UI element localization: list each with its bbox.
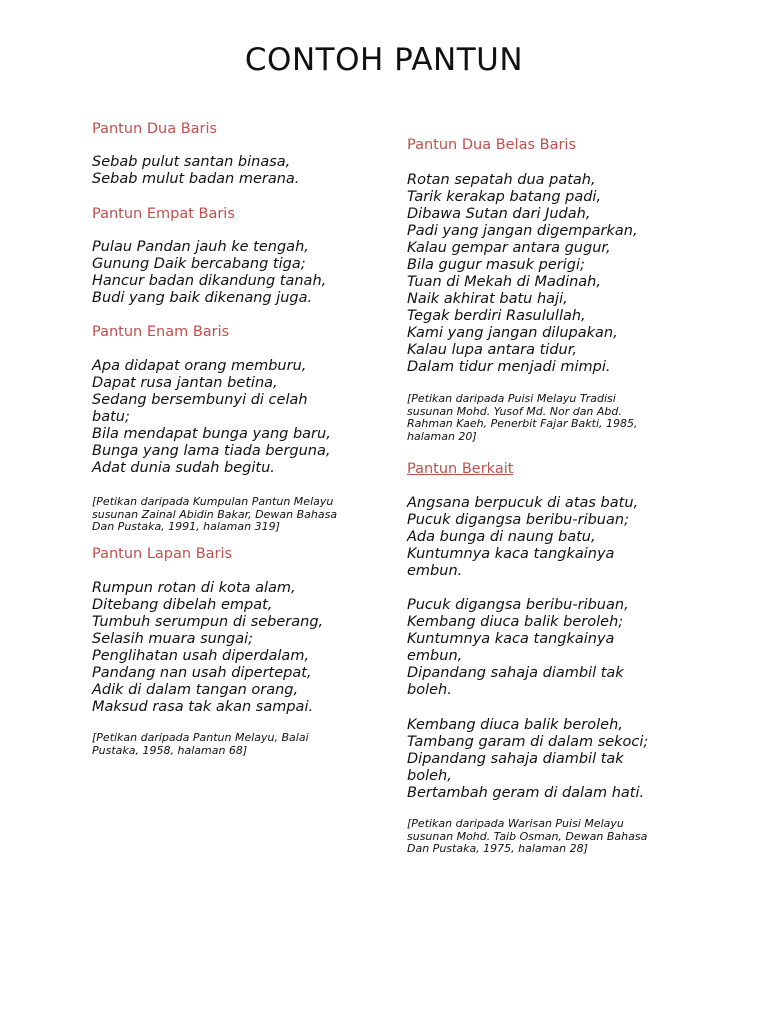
citation-pantun-dua-belas-baris [407, 393, 637, 443]
verse-line: Tambang garam di dalam sekoci; [407, 734, 649, 750]
verse-line: Adat dunia sudah begitu. [92, 460, 275, 476]
verse-pantun-berkait-stanza-2 [407, 597, 629, 699]
citation-pantun-berkait [407, 818, 647, 856]
verse-line: Tuan di Mekah di Madinah, [407, 274, 601, 290]
verse-line: Pucuk digangsa beribu-ribuan; [407, 512, 629, 528]
verse-pantun-dua-belas-baris [407, 172, 638, 376]
verse-line: Apa didapat orang memburu, [92, 358, 307, 374]
citation-line: susunan Zainal Abidin Bakar, Dewan Bahasa [92, 507, 338, 521]
verse-pantun-berkait-stanza-3 [407, 717, 648, 802]
heading-pantun-berkait: Pantun Berkait [407, 461, 514, 477]
citation-line: halaman 20] [407, 429, 477, 443]
verse-line: Bertambah geram di dalam hati. [407, 785, 645, 801]
verse-line: Dibawa Sutan dari Judah, [407, 206, 591, 222]
verse-line: Sebab pulut santan binasa, [92, 154, 291, 170]
citation-line: susunan Mohd. Yusof Md. Nor dan Abd. [407, 404, 622, 418]
verse-line: Pulau Pandan jauh ke tengah, [92, 239, 309, 255]
verse-line: Bunga yang lama tiada berguna, [92, 443, 331, 459]
heading-pantun-dua-belas-baris: Pantun Dua Belas Baris [407, 137, 577, 153]
verse-line: Dapat rusa jantan betina, [92, 375, 278, 391]
page-title: CONTOH PANTUN [244, 42, 524, 78]
citation-line: [Petikan daripada Pantun Melayu, Balai [92, 731, 309, 744]
verse-line: Padi yang jangan digemparkan, [407, 223, 638, 239]
verse-line: Sebab mulut badan merana. [92, 171, 300, 187]
verse-line: Kalau lupa antara tidur, [407, 342, 577, 358]
verse-pantun-lapan-baris [92, 580, 323, 716]
verse-pantun-berkait-stanza-1 [407, 495, 638, 580]
citation-pantun-enam-baris [92, 496, 337, 534]
verse-pantun-enam-baris [92, 358, 331, 477]
citation-line: [Petikan daripada Puisi Melayu Tradisi [407, 392, 616, 405]
citation-line: [Petikan daripada Kumpulan Pantun Melayu [92, 495, 334, 508]
verse-line: Bila mendapat bunga yang baru, [92, 426, 331, 442]
citation-line: Pustaka, 1958, halaman 68] [92, 743, 248, 757]
verse-line: Penglihatan usah diperdalam, [92, 648, 310, 664]
verse-line: Kuntumnya kaca tangkainya [407, 546, 615, 562]
verse-pantun-dua-baris [92, 154, 299, 188]
verse-line: Kami yang jangan dilupakan, [407, 325, 618, 341]
verse-line: Angsana berpucuk di atas batu, [407, 495, 639, 511]
verse-line: Rumpun rotan di kota alam, [92, 580, 296, 596]
verse-line: Kuntumnya kaca tangkainya [407, 631, 615, 647]
verse-line: Selasih muara sungai; [92, 631, 254, 647]
verse-line: Tumbuh serumpun di seberang, [92, 614, 324, 630]
citation-line: susunan Mohd. Taib Osman, Dewan Bahasa [407, 829, 648, 843]
verse-line: Ada bunga di naung batu, [407, 529, 596, 545]
verse-line: Naik akhirat batu haji, [407, 291, 568, 307]
verse-line: Kembang diuca balik beroleh; [407, 614, 624, 630]
heading-pantun-dua-baris: Pantun Dua Baris [92, 121, 218, 137]
verse-line: Dipandang sahaja diambil tak [407, 665, 624, 681]
citation-line: Rahman Kaeh, Penerbit Fajar Bakti, 1985, [407, 417, 638, 430]
verse-line: Ditebang dibelah empat, [92, 597, 273, 613]
verse-line: boleh. [407, 682, 452, 698]
heading-pantun-empat-baris: Pantun Empat Baris [92, 206, 235, 222]
verse-line: Pandang nan usah dipertepat, [92, 665, 312, 681]
verse-line: Dalam tidur menjadi mimpi. [407, 359, 611, 375]
verse-line: Sedang bersembunyi di celah [92, 392, 308, 408]
verse-line: Gunung Daik bercabang tiga; [92, 256, 306, 272]
verse-line: Kalau gempar antara gugur, [407, 240, 611, 256]
verse-line: boleh, [407, 768, 452, 784]
verse-line: Tarik kerakap batang padi, [407, 189, 602, 205]
verse-line: Maksud rasa tak akan sampai. [92, 699, 314, 715]
verse-line: batu; [92, 409, 130, 425]
verse-line: Budi yang baik dikenang juga. [92, 290, 313, 306]
verse-line: Kembang diuca balik beroleh, [407, 717, 623, 733]
verse-line: Rotan sepatah dua patah, [407, 172, 596, 188]
verse-line: Adik di dalam tangan orang, [92, 682, 299, 698]
citation-line: Dan Pustaka, 1991, halaman 319] [92, 520, 280, 533]
citation-line: Dan Pustaka, 1975, halaman 28] [407, 842, 588, 855]
verse-line: Hancur badan dikandung tanah, [92, 273, 327, 289]
verse-line: embun, [407, 648, 463, 664]
heading-pantun-enam-baris: Pantun Enam Baris [92, 324, 230, 340]
citation-line: [Petikan daripada Warisan Puisi Melayu [407, 817, 624, 830]
verse-line: Pucuk digangsa beribu-ribuan, [407, 597, 629, 613]
verse-line: Dipandang sahaja diambil tak [407, 751, 624, 767]
citation-pantun-lapan-baris [92, 732, 309, 757]
verse-line: Bila gugur masuk perigi; [407, 257, 585, 273]
verse-line: embun. [407, 563, 463, 579]
heading-pantun-lapan-baris: Pantun Lapan Baris [92, 546, 233, 562]
verse-line: Tegak berdiri Rasulullah, [407, 308, 586, 324]
verse-pantun-empat-baris [92, 239, 326, 307]
